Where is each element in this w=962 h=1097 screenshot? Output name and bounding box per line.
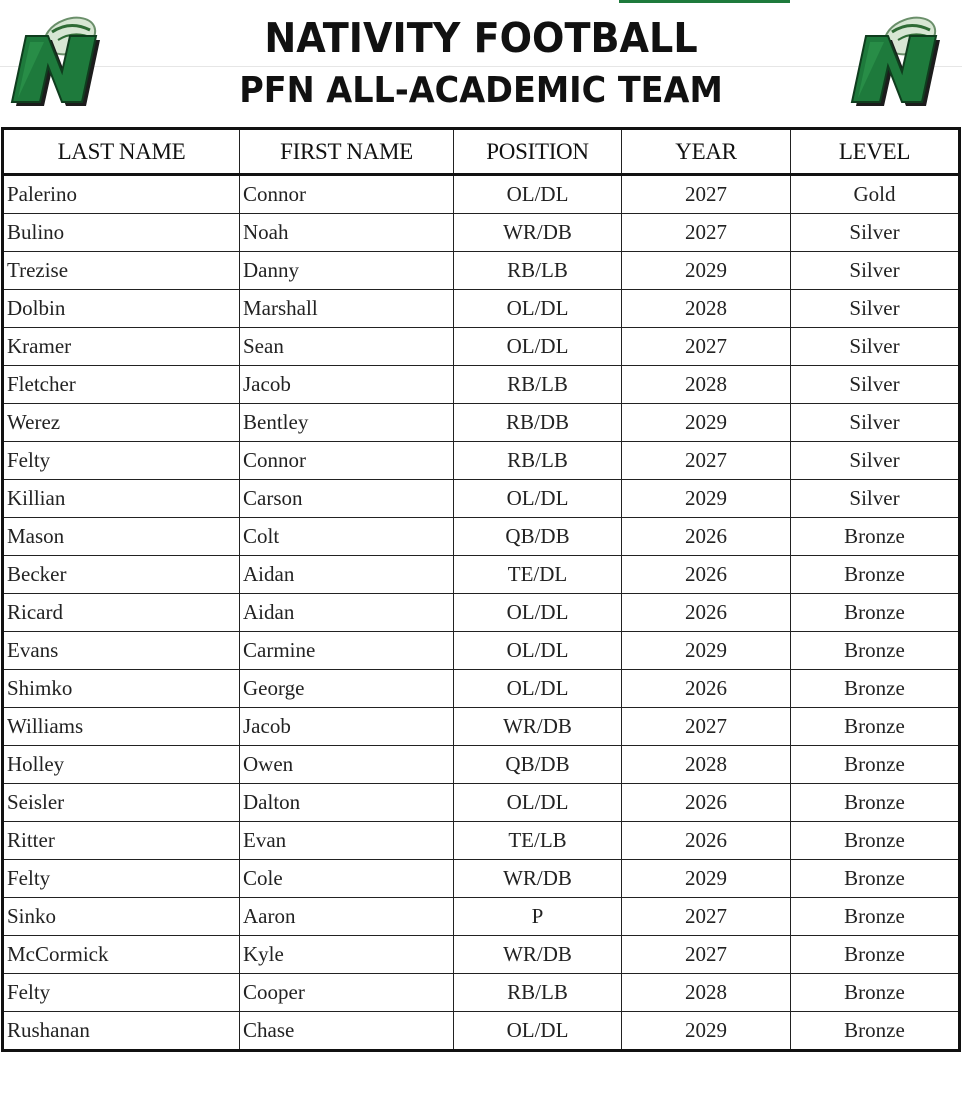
year-cell: 2026 (622, 822, 791, 860)
first-name-cell: Aidan (240, 556, 454, 594)
last-name-cell: Killian (3, 480, 240, 518)
last-name-cell: Felty (3, 860, 240, 898)
year-cell: 2029 (622, 252, 791, 290)
roster-table (1, 127, 961, 1052)
last-name-cell: Felty (3, 442, 240, 480)
table-row (3, 442, 960, 480)
position-cell: RB/LB (454, 442, 622, 480)
position-cell: P (454, 898, 622, 936)
table-row (3, 594, 960, 632)
last-name-cell: Evans (3, 632, 240, 670)
page-header (0, 0, 962, 127)
column-header-year: YEAR (622, 129, 791, 175)
year-cell: 2029 (622, 860, 791, 898)
last-name-cell: Bulino (3, 214, 240, 252)
table-row (3, 252, 960, 290)
table-row (3, 860, 960, 898)
last-name-cell: Palerino (3, 175, 240, 214)
year-cell: 2029 (622, 1012, 791, 1051)
year-cell: 2028 (622, 366, 791, 404)
year-cell: 2028 (622, 974, 791, 1012)
first-name-cell: Chase (240, 1012, 454, 1051)
table-row (3, 974, 960, 1012)
level-cell: Bronze (791, 860, 960, 898)
level-cell: Silver (791, 328, 960, 366)
position-cell: OL/DL (454, 632, 622, 670)
level-cell: Silver (791, 252, 960, 290)
first-name-cell: Kyle (240, 936, 454, 974)
sheet-gridline (0, 66, 962, 67)
first-name-cell: Dalton (240, 784, 454, 822)
last-name-cell: Shimko (3, 670, 240, 708)
table-header-row (3, 129, 960, 175)
position-cell: RB/LB (454, 974, 622, 1012)
table-row (3, 822, 960, 860)
selected-cell-accent (619, 0, 790, 3)
column-header-level: LEVEL (791, 129, 960, 175)
level-cell: Bronze (791, 822, 960, 860)
position-cell: OL/DL (454, 480, 622, 518)
position-cell: OL/DL (454, 594, 622, 632)
position-cell: RB/DB (454, 404, 622, 442)
first-name-cell: Jacob (240, 708, 454, 746)
table-row (3, 404, 960, 442)
first-name-cell: George (240, 670, 454, 708)
first-name-cell: Colt (240, 518, 454, 556)
table-row (3, 784, 960, 822)
first-name-cell: Owen (240, 746, 454, 784)
level-cell: Bronze (791, 670, 960, 708)
first-name-cell: Aaron (240, 898, 454, 936)
level-cell: Bronze (791, 632, 960, 670)
last-name-cell: Williams (3, 708, 240, 746)
level-cell: Bronze (791, 556, 960, 594)
year-cell: 2029 (622, 404, 791, 442)
table-row (3, 175, 960, 214)
table-row (3, 1012, 960, 1051)
year-cell: 2026 (622, 784, 791, 822)
table-row (3, 480, 960, 518)
level-cell: Bronze (791, 746, 960, 784)
first-name-cell: Marshall (240, 290, 454, 328)
table-row (3, 708, 960, 746)
first-name-cell: Connor (240, 175, 454, 214)
position-cell: QB/DB (454, 518, 622, 556)
table-row (3, 936, 960, 974)
last-name-cell: Werez (3, 404, 240, 442)
level-cell: Silver (791, 442, 960, 480)
table-row (3, 898, 960, 936)
year-cell: 2027 (622, 328, 791, 366)
year-cell: 2026 (622, 518, 791, 556)
column-header-first-name: FIRST NAME (240, 129, 454, 175)
table-row (3, 328, 960, 366)
last-name-cell: Dolbin (3, 290, 240, 328)
level-cell: Bronze (791, 518, 960, 556)
year-cell: 2028 (622, 290, 791, 328)
first-name-cell: Sean (240, 328, 454, 366)
year-cell: 2028 (622, 746, 791, 784)
column-header-position: POSITION (454, 129, 622, 175)
level-cell: Bronze (791, 974, 960, 1012)
last-name-cell: Becker (3, 556, 240, 594)
first-name-cell: Danny (240, 252, 454, 290)
first-name-cell: Carson (240, 480, 454, 518)
first-name-cell: Cole (240, 860, 454, 898)
first-name-cell: Evan (240, 822, 454, 860)
first-name-cell: Carmine (240, 632, 454, 670)
position-cell: OL/DL (454, 328, 622, 366)
position-cell: OL/DL (454, 175, 622, 214)
year-cell: 2027 (622, 175, 791, 214)
last-name-cell: Sinko (3, 898, 240, 936)
last-name-cell: McCormick (3, 936, 240, 974)
table-row (3, 632, 960, 670)
table-row (3, 366, 960, 404)
level-cell: Gold (791, 175, 960, 214)
position-cell: OL/DL (454, 784, 622, 822)
last-name-cell: Ricard (3, 594, 240, 632)
last-name-cell: Ritter (3, 822, 240, 860)
year-cell: 2026 (622, 594, 791, 632)
position-cell: TE/LB (454, 822, 622, 860)
last-name-cell: Rushanan (3, 1012, 240, 1051)
level-cell: Bronze (791, 784, 960, 822)
year-cell: 2026 (622, 670, 791, 708)
last-name-cell: Trezise (3, 252, 240, 290)
level-cell: Silver (791, 404, 960, 442)
nativity-logo-right (848, 10, 952, 114)
last-name-cell: Holley (3, 746, 240, 784)
position-cell: OL/DL (454, 290, 622, 328)
last-name-cell: Kramer (3, 328, 240, 366)
position-cell: WR/DB (454, 214, 622, 252)
position-cell: RB/LB (454, 366, 622, 404)
year-cell: 2027 (622, 442, 791, 480)
level-cell: Bronze (791, 594, 960, 632)
year-cell: 2027 (622, 214, 791, 252)
position-cell: OL/DL (454, 670, 622, 708)
page-subtitle: PFN ALL-ACADEMIC TEAM (239, 70, 723, 111)
first-name-cell: Jacob (240, 366, 454, 404)
table-row (3, 670, 960, 708)
position-cell: OL/DL (454, 1012, 622, 1051)
first-name-cell: Cooper (240, 974, 454, 1012)
table-row (3, 290, 960, 328)
position-cell: WR/DB (454, 708, 622, 746)
column-header-last-name: LAST NAME (3, 129, 240, 175)
year-cell: 2029 (622, 480, 791, 518)
first-name-cell: Aidan (240, 594, 454, 632)
position-cell: WR/DB (454, 860, 622, 898)
position-cell: TE/DL (454, 556, 622, 594)
level-cell: Bronze (791, 936, 960, 974)
last-name-cell: Mason (3, 518, 240, 556)
first-name-cell: Noah (240, 214, 454, 252)
first-name-cell: Bentley (240, 404, 454, 442)
table-body (3, 175, 960, 1051)
first-name-cell: Connor (240, 442, 454, 480)
level-cell: Silver (791, 480, 960, 518)
level-cell: Silver (791, 290, 960, 328)
year-cell: 2027 (622, 898, 791, 936)
level-cell: Silver (791, 366, 960, 404)
last-name-cell: Seisler (3, 784, 240, 822)
last-name-cell: Fletcher (3, 366, 240, 404)
year-cell: 2027 (622, 708, 791, 746)
last-name-cell: Felty (3, 974, 240, 1012)
level-cell: Bronze (791, 1012, 960, 1051)
position-cell: QB/DB (454, 746, 622, 784)
table-row (3, 556, 960, 594)
table-row (3, 746, 960, 784)
year-cell: 2027 (622, 936, 791, 974)
level-cell: Bronze (791, 708, 960, 746)
table-row (3, 214, 960, 252)
level-cell: Silver (791, 214, 960, 252)
year-cell: 2026 (622, 556, 791, 594)
position-cell: WR/DB (454, 936, 622, 974)
year-cell: 2029 (622, 632, 791, 670)
level-cell: Bronze (791, 898, 960, 936)
table-row (3, 518, 960, 556)
page-title: NATIVITY FOOTBALL (264, 14, 698, 62)
position-cell: RB/LB (454, 252, 622, 290)
